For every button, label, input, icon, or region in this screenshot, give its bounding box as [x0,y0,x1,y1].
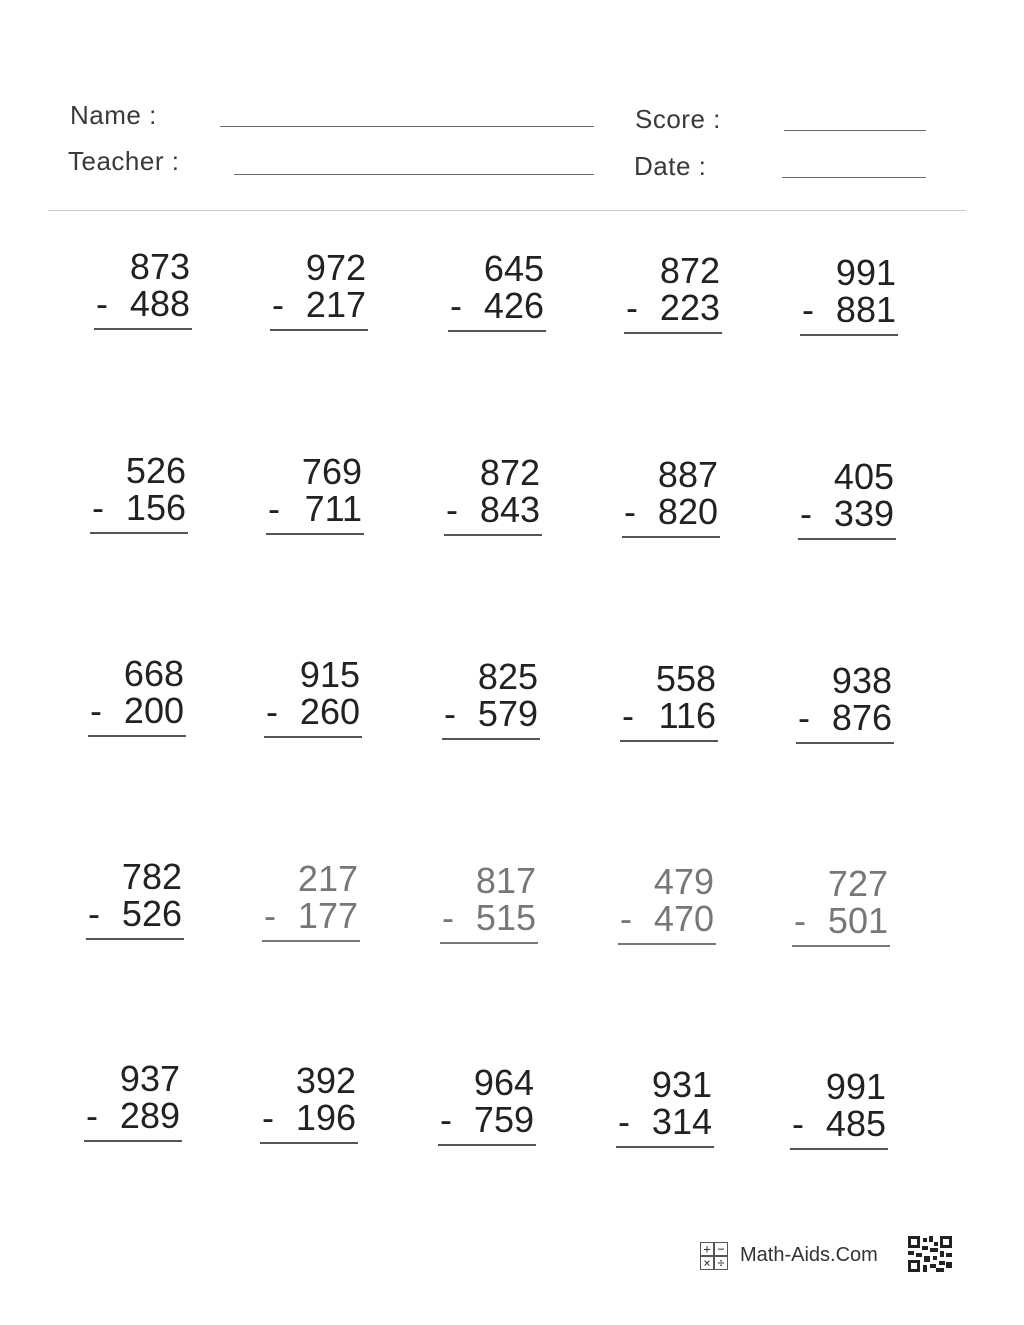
answer-line[interactable] [440,942,538,944]
minus-sign: - [446,489,458,530]
subtrahend: 759 [473,1099,534,1140]
subtrahend: 470 [653,898,714,939]
subtrahend-line [260,897,360,934]
subtraction-problem [614,1066,714,1148]
minus-sign: - [792,1103,804,1144]
minus-sign: - [262,1097,274,1138]
subtrahend-line [442,491,542,528]
minuend: 915 [299,654,360,695]
minuend: 991 [825,1066,886,1107]
subtraction-problem [268,249,368,331]
answer-line[interactable] [94,328,192,330]
minuend: 782 [121,856,182,897]
minus-sign: - [622,695,634,736]
subtrahend: 260 [299,691,360,732]
subtrahend-line [262,693,362,730]
name-label: Name : [70,100,157,130]
answer-line[interactable] [800,334,898,336]
answer-line[interactable] [620,740,718,742]
subtrahend-line [788,1105,888,1142]
subtrahend: 339 [833,493,894,534]
minuend: 872 [479,452,540,493]
minus-sign: - [92,487,104,528]
subtraction-problem [446,250,546,332]
minuend: 937 [119,1058,180,1099]
subtrahend-line [620,493,720,530]
subtrahend-line [268,286,368,323]
answer-line[interactable] [792,945,890,947]
footer [700,1240,878,1270]
minuend: 938 [831,660,892,701]
minus-sign: - [86,1095,98,1136]
answer-line[interactable] [798,538,896,540]
minus-sign: - [272,284,284,325]
minuend: 964 [473,1062,534,1103]
subtrahend: 881 [835,289,896,330]
header-divider [48,210,966,211]
subtrahend-line [614,1103,714,1140]
subtrahend-line [264,490,364,527]
subtraction-problem [798,254,898,336]
minus-sign: - [624,491,636,532]
minus-sign: - [96,283,108,324]
subtrahend: 156 [125,487,186,528]
subtraction-problem [616,863,716,945]
minus-sign: - [442,897,454,938]
subtrahend-line [436,1101,536,1138]
answer-line[interactable] [266,533,364,535]
minuend: 645 [483,248,544,289]
answer-line[interactable] [616,1146,714,1148]
subtraction-problem [84,858,184,940]
minus-sign: - [798,697,810,738]
subtraction-problem [86,655,186,737]
subtrahend: 820 [657,491,718,532]
name-line[interactable] [220,126,594,127]
minus-sign: - [794,900,806,941]
minus-sign: - [264,895,276,936]
answer-line[interactable] [264,736,362,738]
minus-sign: - [626,287,638,328]
answer-line[interactable] [796,742,894,744]
subtrahend-line [438,899,538,936]
score-line[interactable] [784,130,926,131]
subtrahend-line [84,895,184,932]
subtraction-problem [264,453,364,535]
subtrahend: 196 [295,1097,356,1138]
answer-line[interactable] [442,738,540,740]
subtraction-problem [796,458,896,540]
subtrahend: 501 [827,900,888,941]
subtrahend-line [86,692,186,729]
minus-sign: - [618,1101,630,1142]
score-label: Score : [635,104,721,134]
answer-line[interactable] [86,938,184,940]
subtrahend: 217 [305,284,366,325]
minus-sign: - [88,893,100,934]
answer-line[interactable] [260,1142,358,1144]
minus-sign: - [444,693,456,734]
minuend: 217 [297,858,358,899]
subtraction-problem [442,454,542,536]
date-line[interactable] [782,177,926,178]
minuend: 727 [827,863,888,904]
minuend: 872 [659,250,720,291]
subtrahend: 711 [304,488,362,529]
answer-line[interactable] [88,735,186,737]
subtraction-problem [262,656,362,738]
subtraction-problem [88,452,188,534]
minuend: 825 [477,656,538,697]
minuend: 769 [301,451,362,492]
minuend: 887 [657,454,718,495]
minuend: 405 [833,456,894,497]
answer-line[interactable] [622,536,720,538]
answer-line[interactable] [618,943,716,945]
subtrahend: 876 [831,697,892,738]
minus-sign: - [266,691,278,732]
subtrahend-line [88,489,188,526]
subtraction-problem [794,662,894,744]
minus-sign: - [450,285,462,326]
subtrahend-line [790,902,890,939]
teacher-line[interactable] [234,174,594,175]
subtraction-problem [92,248,192,330]
subtraction-problem [622,252,722,334]
answer-line[interactable] [790,1148,888,1150]
subtraction-problem [618,660,718,742]
subtrahend: 116 [658,695,716,736]
minus-sign: - [268,488,280,529]
subtrahend: 314 [651,1101,712,1142]
minus-sign: - [90,690,102,731]
subtrahend-line [616,900,716,937]
subtrahend: 843 [479,489,540,530]
minuend: 991 [835,252,896,293]
subtrahend-line [82,1097,182,1134]
subtrahend-line [796,495,896,532]
subtraction-problem [260,860,360,942]
answer-line[interactable] [448,330,546,332]
minuend: 479 [653,861,714,902]
subtraction-problem [258,1062,358,1144]
answer-line[interactable] [84,1140,182,1142]
brand-text: Math-Aids.Com [740,1243,878,1266]
answer-line[interactable] [624,332,722,334]
subtrahend: 426 [483,285,544,326]
subtrahend-line [618,697,718,734]
teacher-label: Teacher : [68,146,180,176]
subtrahend: 515 [475,897,536,938]
minuend: 392 [295,1060,356,1101]
qr-code-icon [908,1236,952,1272]
answer-line[interactable] [90,532,188,534]
math-aids-logo-icon: + − × ÷ [700,1240,730,1270]
minus-sign: - [440,1099,452,1140]
subtrahend-line [798,291,898,328]
subtrahend-line [446,287,546,324]
subtraction-problem [440,658,540,740]
answer-line[interactable] [444,534,542,536]
subtrahend-line [794,699,894,736]
subtrahend-line [258,1099,358,1136]
subtrahend: 485 [825,1103,886,1144]
subtraction-problem [620,456,720,538]
minuend: 972 [305,247,366,288]
subtraction-problem [790,865,890,947]
minuend: 668 [123,653,184,694]
minuend: 873 [129,246,190,287]
subtrahend: 200 [123,690,184,731]
answer-line[interactable] [262,940,360,942]
minuend: 931 [651,1064,712,1105]
subtraction-problem [788,1068,888,1150]
subtraction-problem [436,1064,536,1146]
subtrahend: 177 [297,895,358,936]
subtrahend-line [622,289,722,326]
answer-line[interactable] [270,329,368,331]
answer-line[interactable] [438,1144,536,1146]
subtrahend: 526 [121,893,182,934]
subtrahend: 223 [659,287,720,328]
subtrahend-line [440,695,540,732]
minuend: 817 [475,860,536,901]
minus-sign: - [620,898,632,939]
minus-sign: - [800,493,812,534]
subtrahend: 579 [477,693,538,734]
date-label: Date : [634,151,707,181]
minus-sign: - [802,289,814,330]
minuend: 558 [655,658,716,699]
subtrahend: 289 [119,1095,180,1136]
subtrahend-line [92,285,192,322]
subtraction-problem [438,862,538,944]
subtraction-problem [82,1060,182,1142]
subtrahend: 488 [129,283,190,324]
minuend: 526 [125,450,186,491]
